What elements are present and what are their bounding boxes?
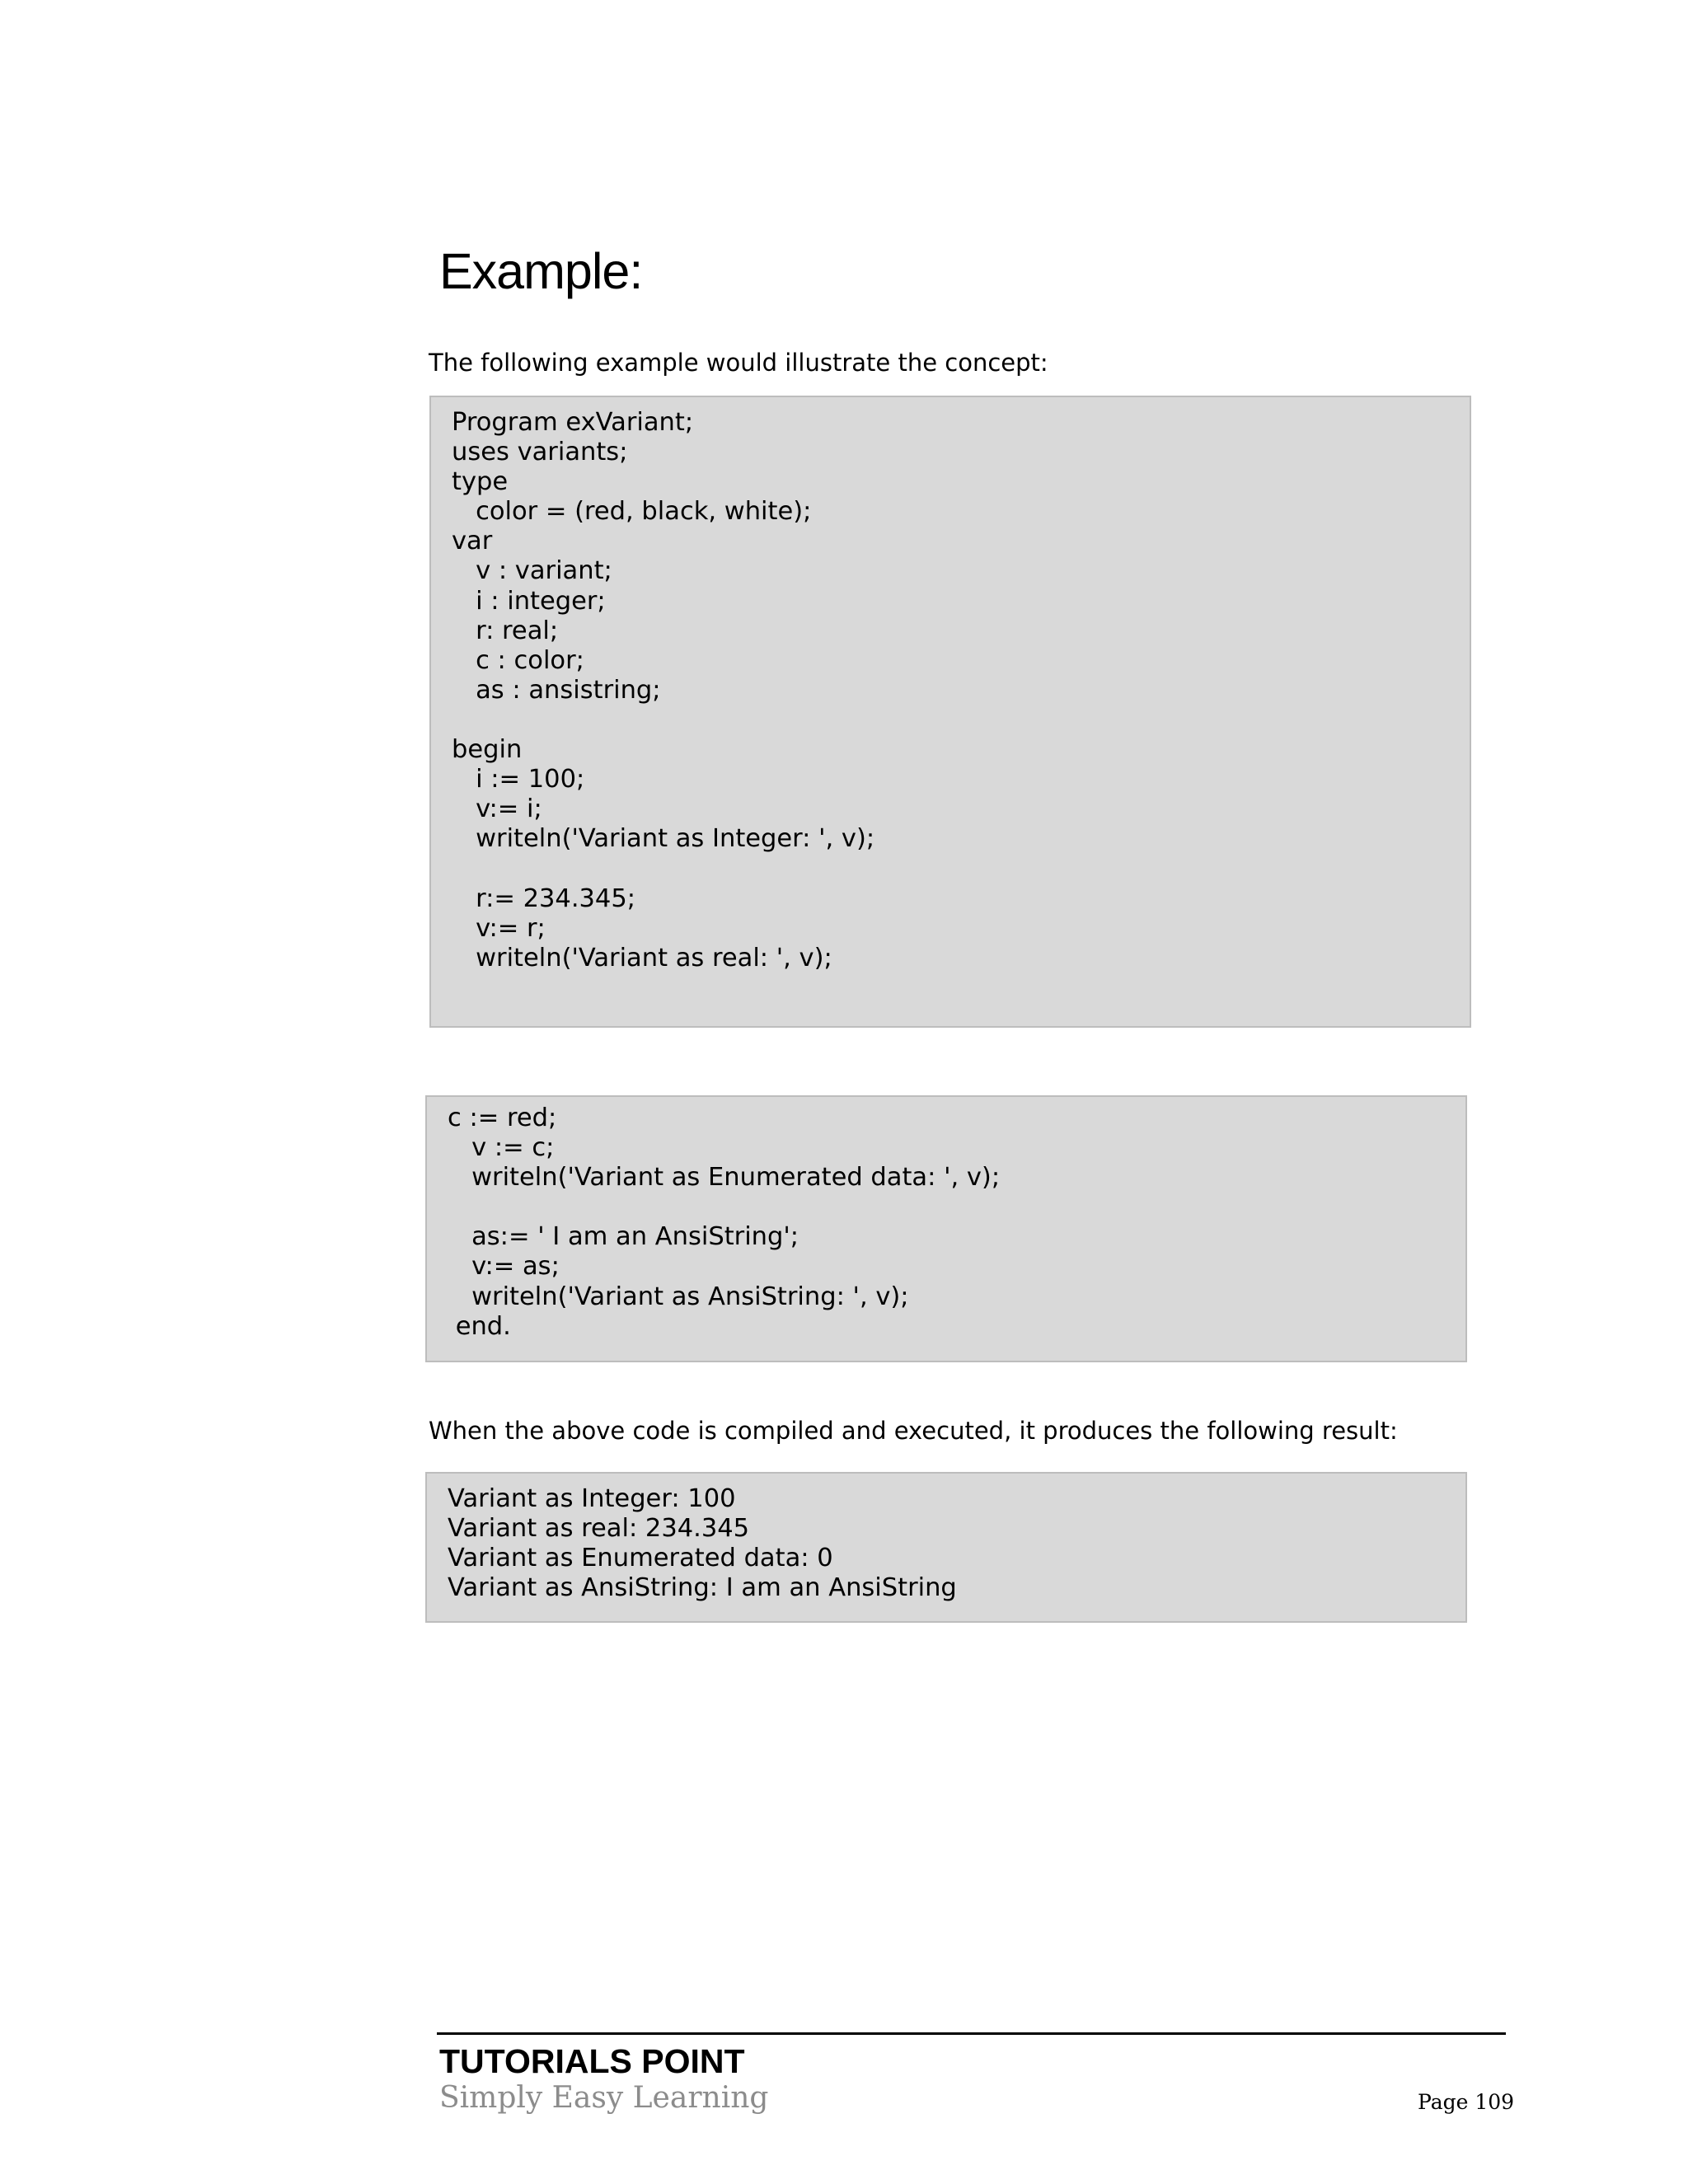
intro-paragraph: The following example would illustrate the concept: — [429, 349, 1048, 377]
code-block-2 — [425, 1095, 1467, 1362]
section-heading: Example: — [439, 243, 643, 299]
output-block — [425, 1472, 1467, 1623]
code-block-1 — [429, 396, 1471, 1028]
footer-brand: TUTORIALS POINT — [439, 2042, 745, 2080]
footer-tagline: Simply Easy Learning — [439, 2081, 769, 2115]
result-intro-paragraph: When the above code is compiled and executed, it produces the following result: — [429, 1417, 1398, 1445]
page-number: Page 109 — [1418, 2090, 1515, 2114]
code-block-2-text: c := red; v := c; writeln('Variant as Enumerated data: ', v); as:= ' I am an AnsiString'; v:= as; writeln('Variant as AnsiString: ', v); end. — [448, 1104, 1001, 1341]
output-block-text: Variant as Integer: 100 Variant as real: 234.345 Variant as Enumerated data: 0 Variant as AnsiString: I am an AnsiString — [448, 1484, 957, 1603]
code-block-1-text: Program exVariant; uses variants; type color = (red, black, white); var v : variant; i : integer; r: real; c : color; as : ansistring; begin i := 100; v:= i; writeln('Variant as Integer: ', v); r:= 234.345; v:= r; writeln('Variant as real: ', v); — [452, 408, 875, 972]
footer-divider — [437, 2032, 1506, 2035]
